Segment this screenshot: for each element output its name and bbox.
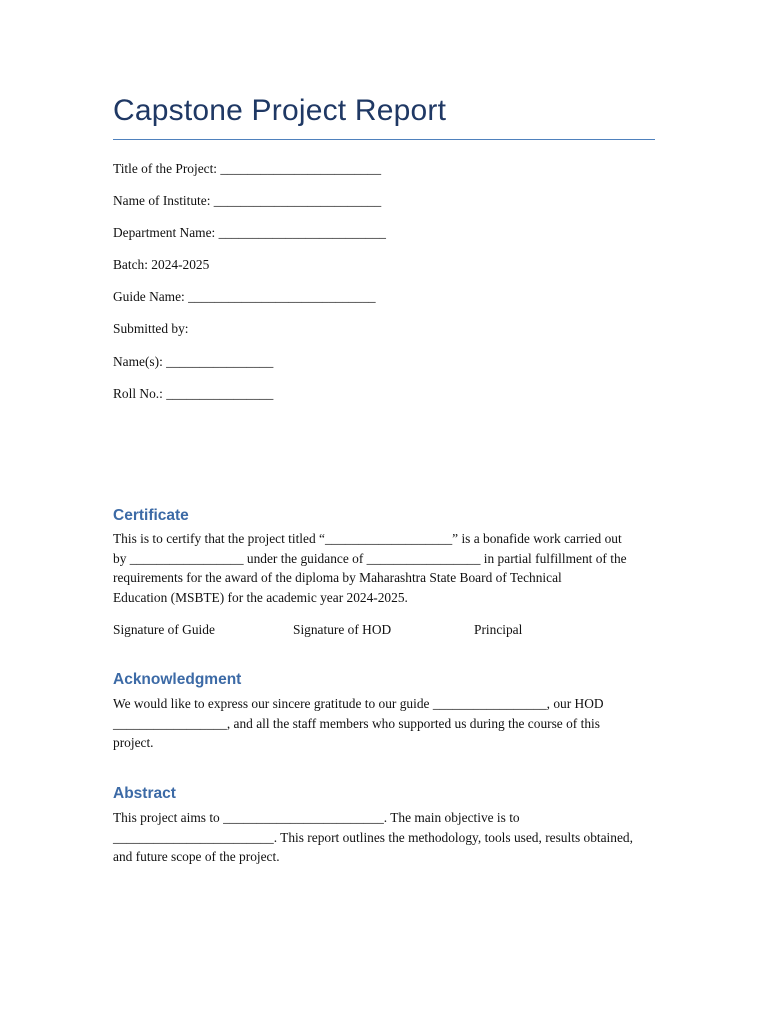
field-guide-name: Guide Name: ____________________________ <box>113 289 376 304</box>
abstract-paragraph <box>113 808 658 867</box>
signature-guide: Signature of Guide <box>113 622 215 637</box>
field-batch: Batch: 2024-2025 <box>113 257 210 272</box>
abstract-line: ________________________. This report outlines the methodology, tools used, results obtained, <box>113 829 633 845</box>
document-title: Capstone Project Report <box>113 94 447 127</box>
acknowledgment-paragraph <box>113 694 658 753</box>
certificate-line: requirements for the award of the diploma by Maharashtra State Board of Technical <box>113 570 562 585</box>
abstract-heading: Abstract <box>113 785 176 802</box>
abstract-line: This project aims to ________________________. The main objective is to <box>113 810 520 825</box>
acknowledgment-heading: Acknowledgment <box>113 671 242 688</box>
certificate-heading: Certificate <box>113 507 189 524</box>
field-submitted-by: Submitted by: <box>113 321 189 336</box>
acknowledgment-line: _________________, and all the staff members who supported us during the course of this <box>113 715 600 731</box>
field-names: Name(s): ________________ <box>113 354 274 369</box>
certificate-line: Education (MSBTE) for the academic year 2024-2025. <box>113 589 408 605</box>
signature-principal: Principal <box>474 622 523 637</box>
abstract-line: and future scope of the project. <box>113 849 280 864</box>
field-roll-no: Roll No.: ________________ <box>113 386 274 401</box>
certificate-paragraph <box>113 529 658 607</box>
acknowledgment-line: We would like to express our sincere gratitude to our guide _________________, our HOD <box>113 696 604 711</box>
signature-hod: Signature of HOD <box>293 622 392 637</box>
field-name-of-institute: Name of Institute: _________________________ <box>113 193 382 208</box>
acknowledgment-line: project. <box>113 735 154 750</box>
title-underline <box>113 139 655 140</box>
field-department-name: Department Name: _________________________ <box>113 225 386 240</box>
certificate-line: This is to certify that the project titled “___________________” is a bonafide work carried out <box>113 531 622 546</box>
field-title-of-project: Title of the Project: ________________________ <box>113 161 382 176</box>
certificate-line: by _________________ under the guidance of _________________ in partial fulfillment of the <box>113 550 627 566</box>
